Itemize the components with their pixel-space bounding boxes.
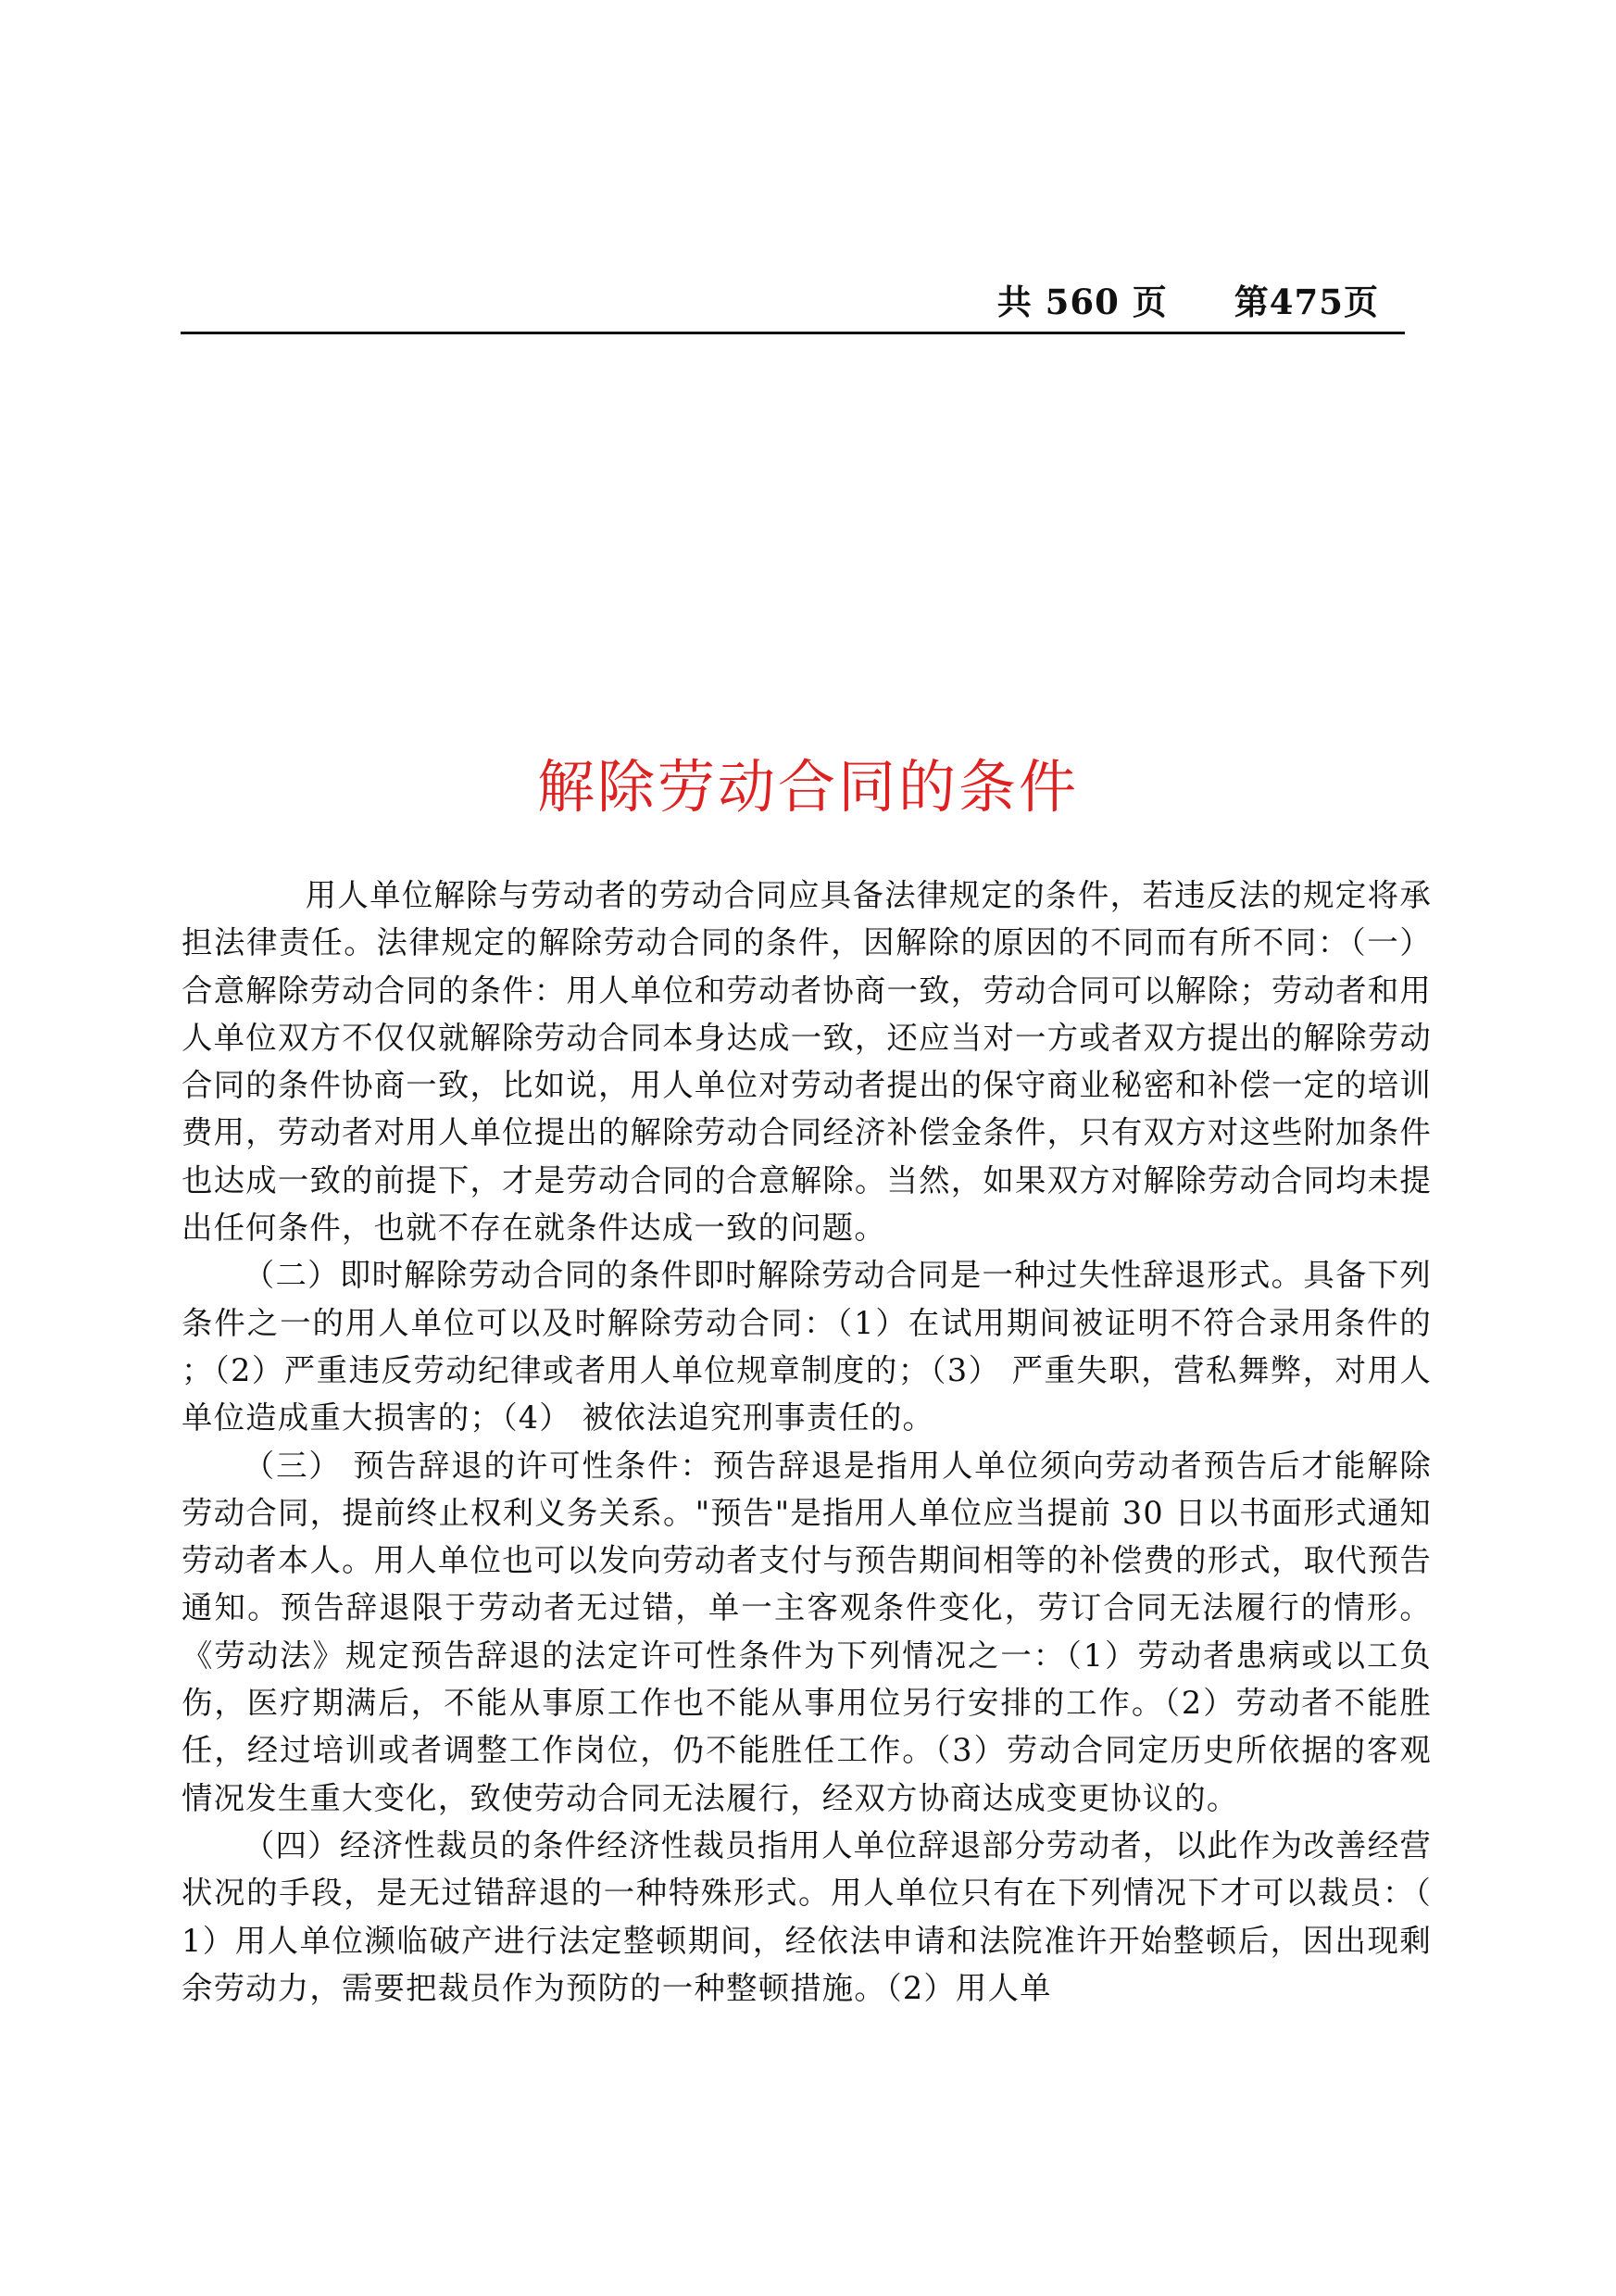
page-counter [997, 280, 1379, 324]
paragraph-economic-layoff: （四）经济性裁员的条件经济性裁员指用人单位辞退部分劳动者，以此作为改善经营状况的手段，是无过错辞退的一种特殊形式。用人单位只有在下列情况下才可以裁员：（1）用人单位濒临破产进行法定整顿期间，经依法申请和法院准许开始整顿后，因出现剩余劳动力，需要把裁员作为预防的一种整顿措施。（2）用人单 [182, 1826, 1432, 2006]
total-pages-label: 共 560 页 [996, 282, 1168, 322]
current-page-label: 第475页 [1234, 282, 1379, 322]
paragraph-mutual-termination: 用人单位解除与劳动者的劳动合同应具备法律规定的条件，若违反法的规定将承担法律责任。法律规定的解除劳动合同的条件，因解除的原因的不同而有所不同：（一）合意解除劳动合同的条件：用人单位和劳动者协商一致，劳动合同可以解除；劳动者和用人单位双方不仅仅就解除劳动合同本身达成一致，还应当对一方或者双方提出的解除劳动合同的条件协商一致，比如说，用人单位对劳动者提出的保守商业秘密和补偿一定的培训费用，劳动者对用人单位提出的解除劳动合同经济补偿金条件，只有双方对这些附加条件也达成一致的前提下，才是劳动合同的合意解除。当然，如果双方对解除劳动合同均未提出任何条件，也就不存在就条件达成一致的问题。 [182, 877, 1432, 1247]
document-body [182, 872, 1432, 2012]
document-title: 解除劳动合同的条件 [536, 753, 1079, 821]
page-header [181, 278, 1405, 334]
paragraph-immediate-termination: （二）即时解除劳动合同的条件即时解除劳动合同是一种过失性辞退形式。具备下列条件之一的用人单位可以及时解除劳动合同：（1）在试用期间被证明不符合录用条件的；（2）严重违反劳动纪律或者用人单位规章制度的；（3） 严重失职，营私舞弊，对用人单位造成重大损害的；（4） 被依法追究刑事责任的。 [182, 1257, 1432, 1437]
paragraph-notice-dismissal: （三） 预告辞退的许可性条件：预告辞退是指用人单位须向劳动者预告后才能解除劳动合同，提前终止权利义务关系。"预告"是指用人单位应当提前 30 日以书面形式通知劳动者本人。用人单位也可以发向劳动者支付与预告期间相等的补偿费的形式，取代预告通知。预告辞退限于劳动者无过错，单一主客观条件变化，劳订合同无法履行的情形。 《劳动法》规定预告辞退的法定许可性条件为下列情况之一：（1）劳动者患病或以工负伤，医疗期满后，不能从事原工作也不能从事用位另行安排的工作。（2）劳动者不能胜任，经过培训或者调整工作岗位，仍不能胜任工作。（3）劳动合同定历史所依据的客观情况发生重大变化，致使劳动合同无法履行，经双方协商达成变更协议的。 [182, 1447, 1432, 1816]
